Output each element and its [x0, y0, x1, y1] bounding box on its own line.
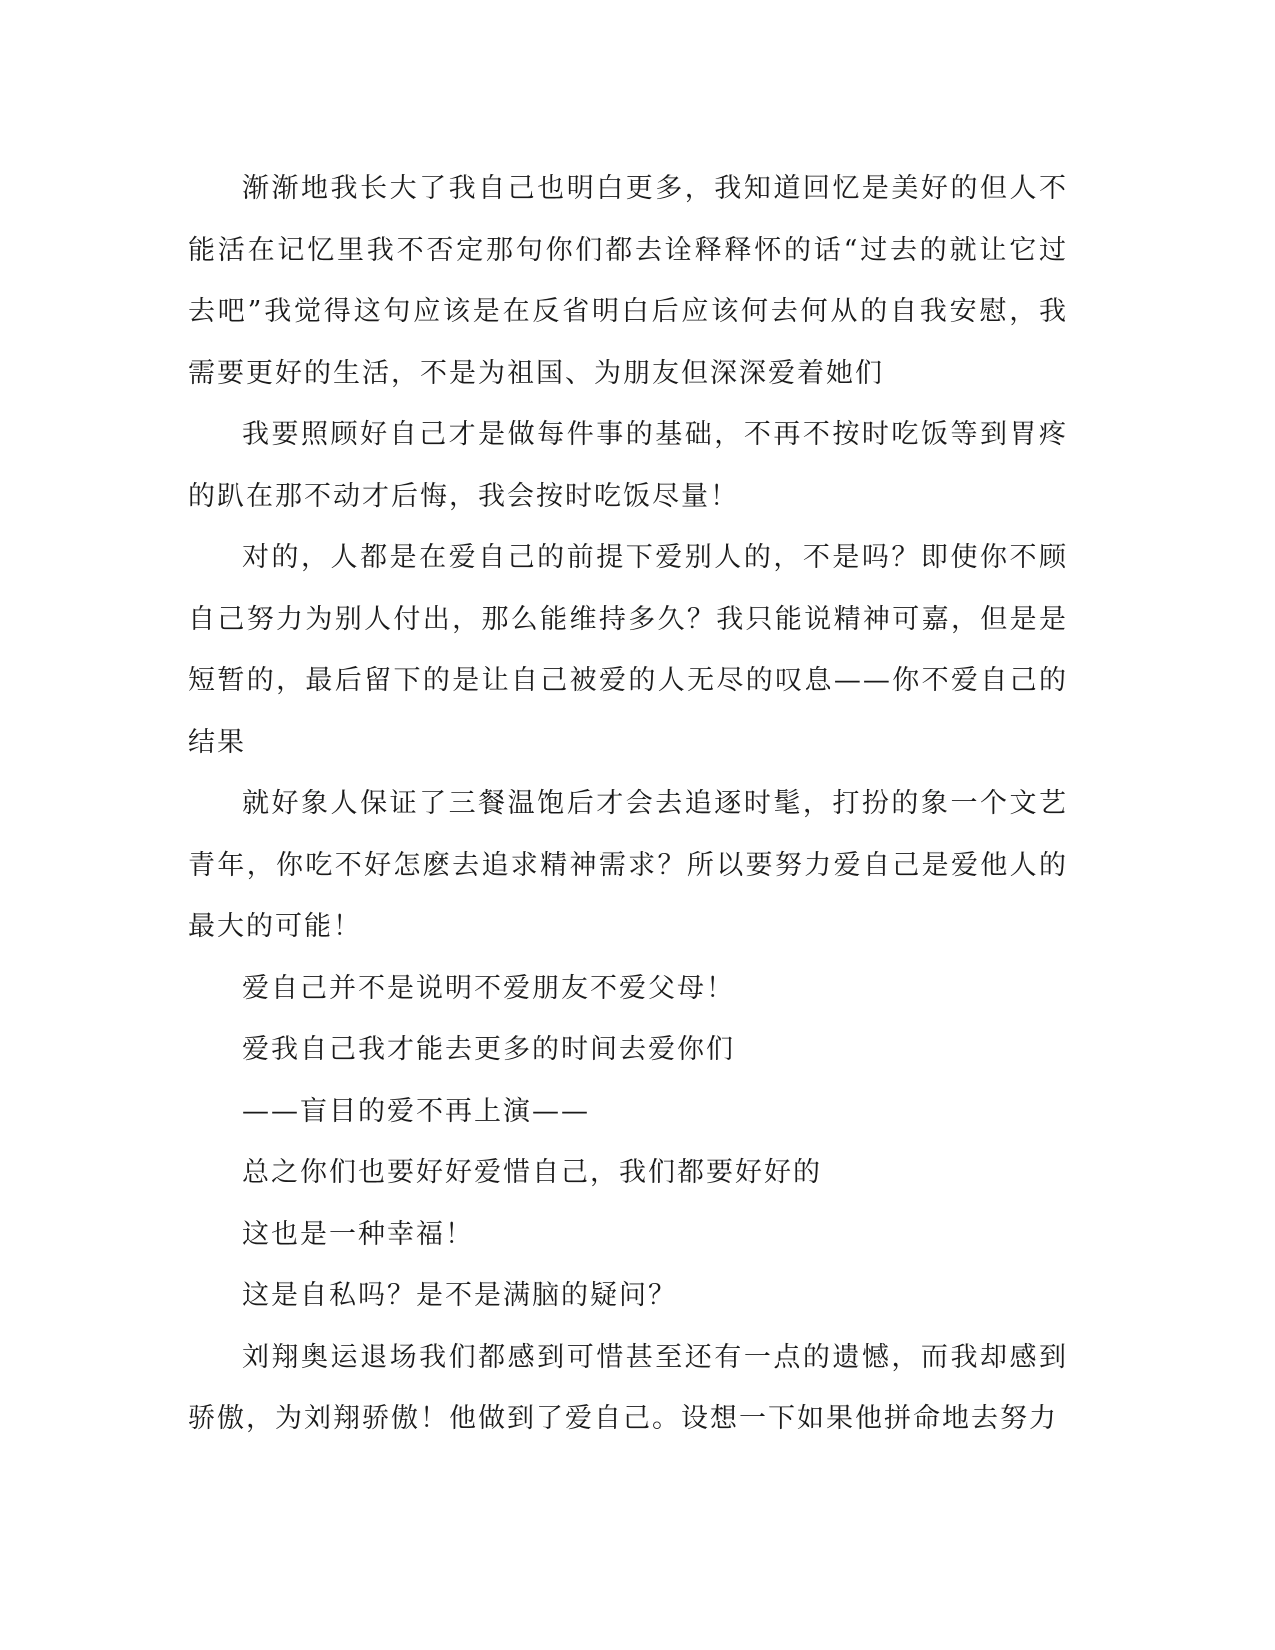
paragraph-4: 就好象人保证了三餐温饱后才会去追逐时髦，打扮的象一个文艺青年，你吃不好怎麽去追求精神需求？所以要努力爱自己是爱他人的最大的可能！ [188, 788, 1068, 942]
paragraph-7: ——盲目的爱不再上演—— [242, 1095, 590, 1127]
paragraph-3: 对的，人都是在爱自己的前提下爱别人的，不是吗？即使你不顾自己努力为别人付出，那么能维持多久？我只能说精神可嘉，但是是短暂的，最后留下的是让自己被爱的人无尽的叹息——你不爱自己的结果 [188, 542, 1068, 758]
paragraph-5: 爱自己并不是说明不爱朋友不爱父母！ [242, 972, 735, 1004]
paragraph-8: 总之你们也要好好爱惜自己，我们都要好好的 [242, 1157, 822, 1188]
paragraph-9: 这也是一种幸福！ [242, 1218, 474, 1250]
paragraph-6: 爱我自己我才能去更多的时间去爱你们 [242, 1034, 735, 1065]
paragraph-10: 这是自私吗？是不是满脑的疑问？ [242, 1280, 677, 1311]
paragraph-2: 我要照顾好自己才是做每件事的基础，不再不按时吃饭等到胃疼的趴在那不动才后悔，我会按时吃饭尽量！ [188, 419, 1068, 512]
paragraph-1: 渐渐地我长大了我自己也明白更多，我知道回忆是美好的但人不能活在记忆里我不否定那句你们都去诠释释怀的话“过去的就让它过去吧”我觉得这句应该是在反省明白后应该何去何从的自我安慰，我需要更好的生活，不是为祖国、为朋友但深深爱着她们 [188, 173, 1068, 389]
document-body [188, 158, 1068, 1450]
paragraph-11: 刘翔奥运退场我们都感到可惜甚至还有一点的遗憾，而我却感到骄傲，为刘翔骄傲！他做到了爱自己。设想一下如果他拼命地去努力 [188, 1341, 1068, 1434]
